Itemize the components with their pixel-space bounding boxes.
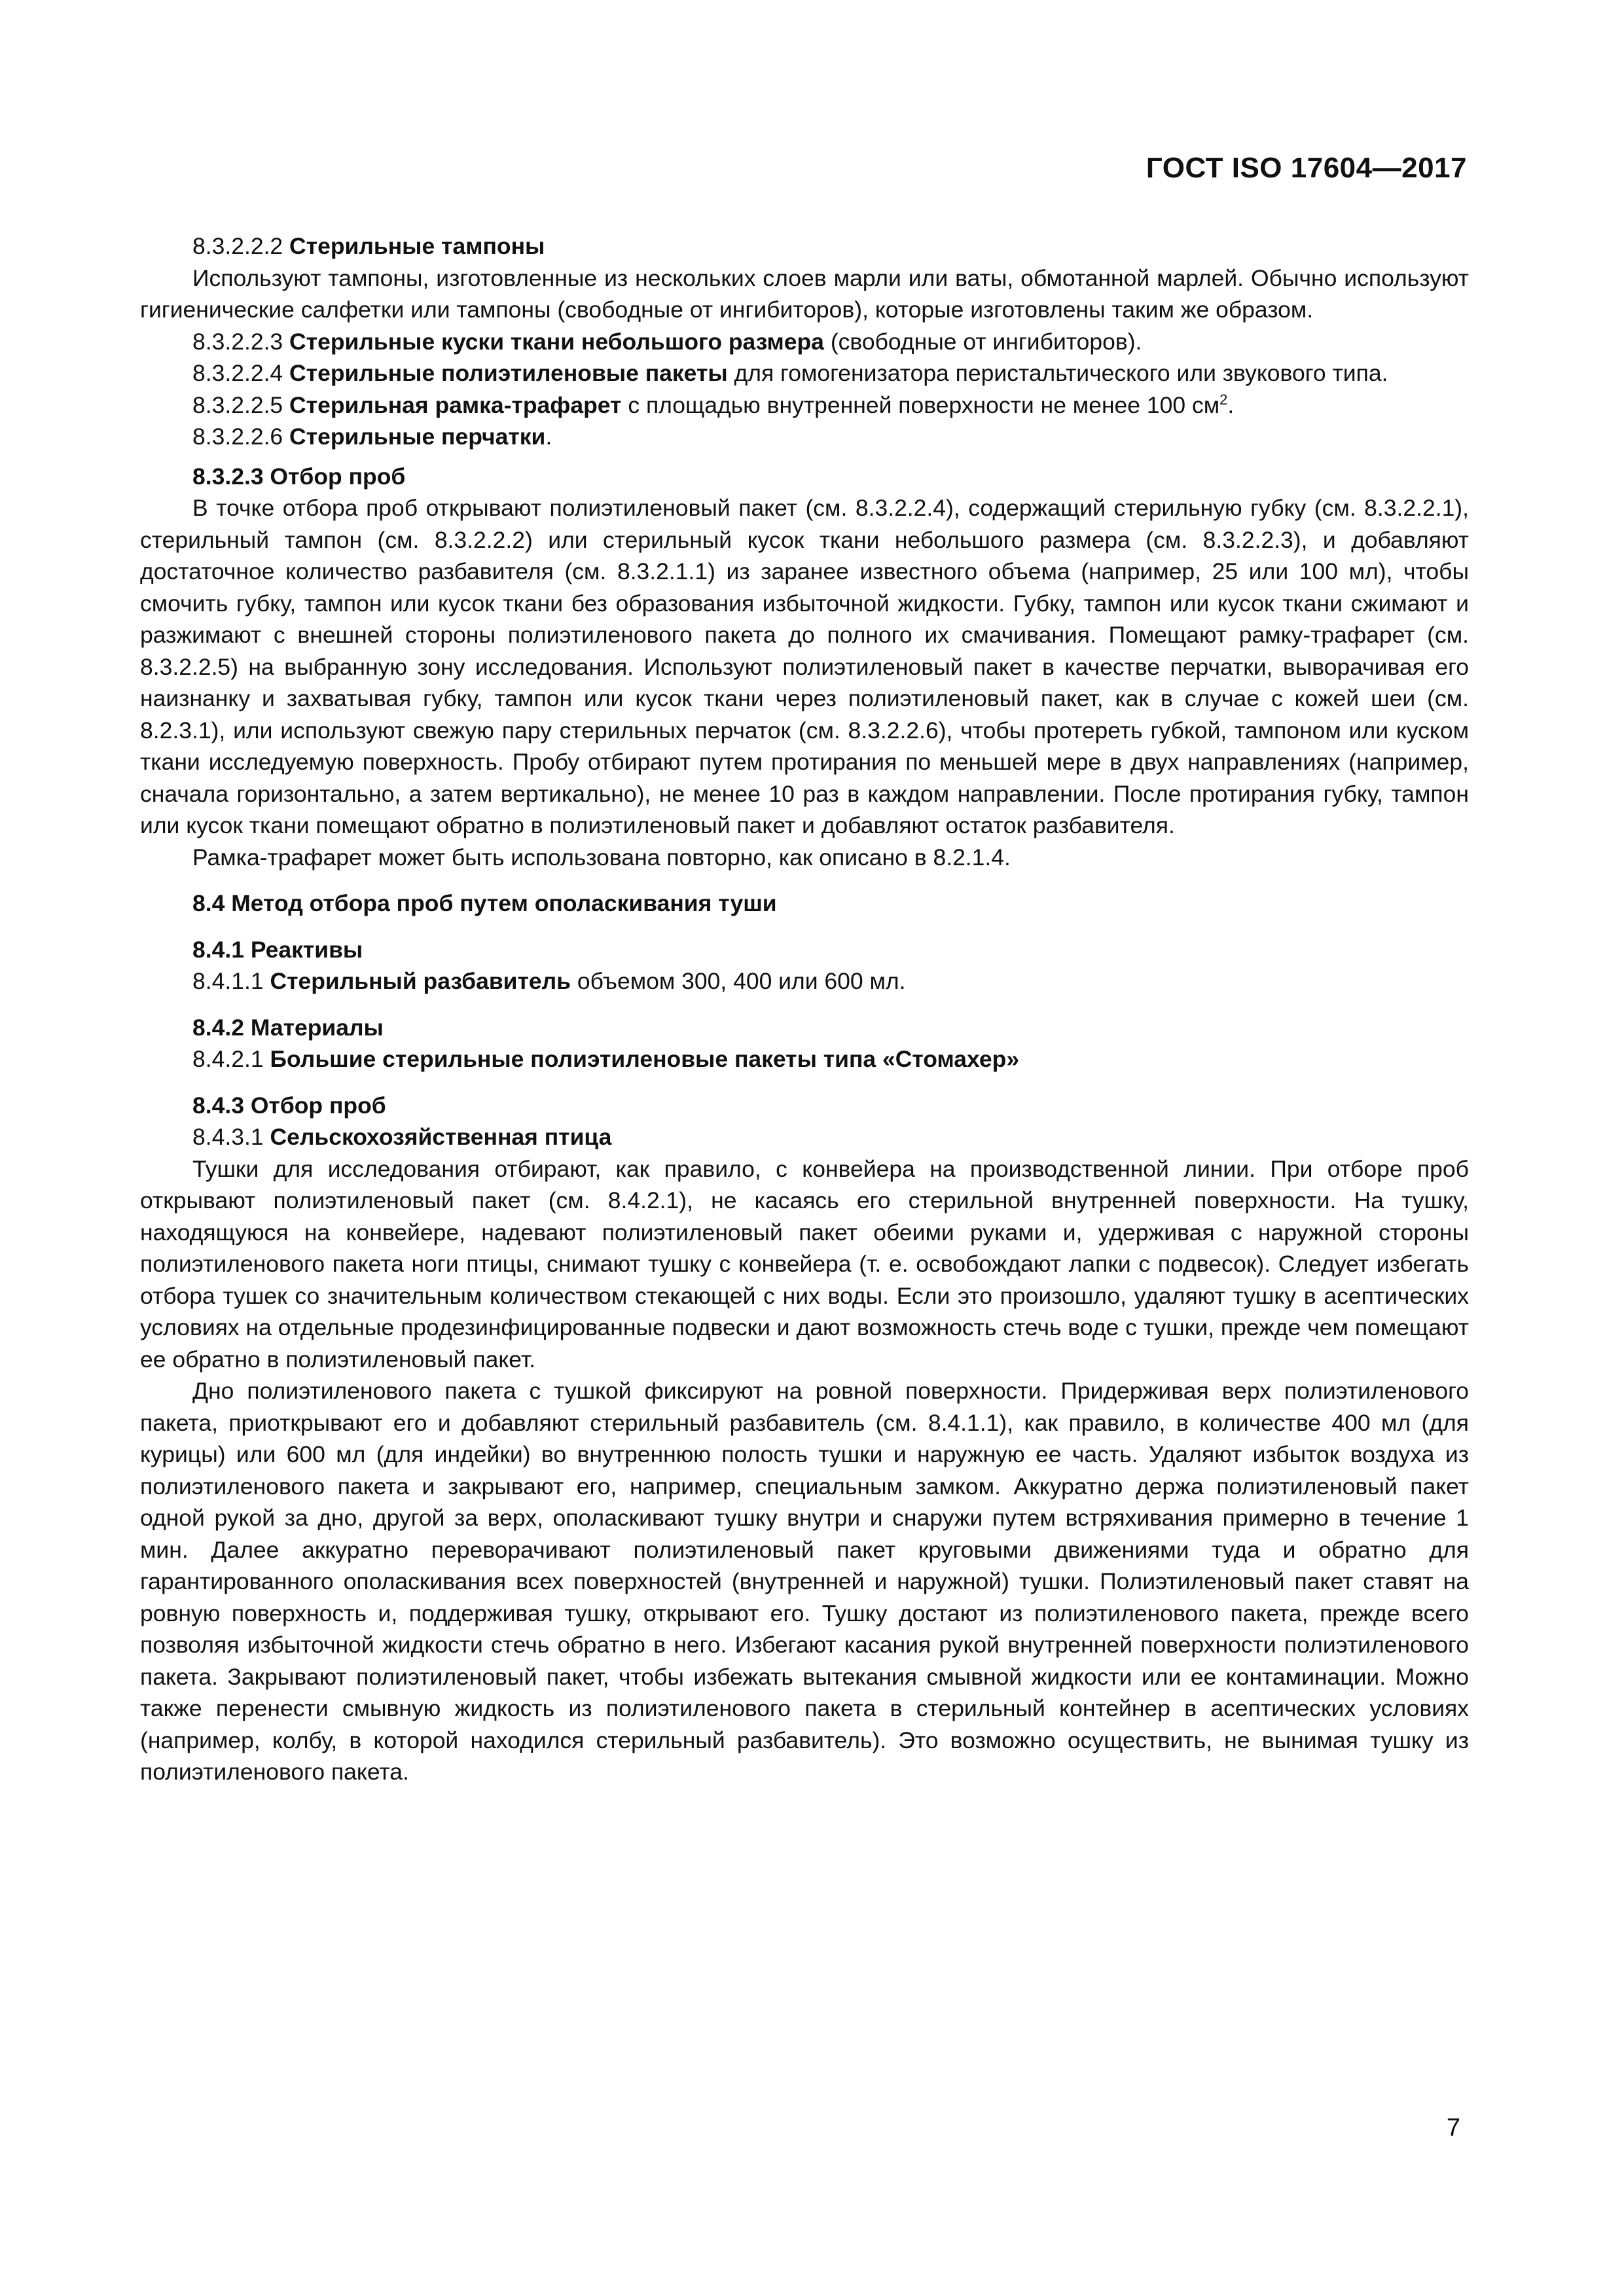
paragraph-swabs-description: Используют тампоны, изготовленные из нескольких слоев марли или ваты, обмотанной марлей. Обычно используют гигиенические салфетки или тампоны (свободные от ингибиторов), которые изготовлены таким же образом. (140, 264, 1469, 323)
heading-8-4: 8.4 Метод отбора проб путем ополаскивания туши (192, 890, 777, 916)
page-number: 7 (1446, 2114, 1460, 2142)
superscript: 2 (1219, 391, 1228, 408)
page-header-title: ГОСТ ISO 17604—2017 (1146, 152, 1467, 184)
clause-text: с площадью внутренней поверхности не менее 100 см (628, 391, 1220, 418)
clause-text: объемом 300, 400 или 600 мл. (577, 968, 906, 994)
clause-number: 8.3.2.2.6 (192, 423, 283, 450)
heading-8-4-1: 8.4.1 Реактивы (192, 936, 363, 963)
clause-title: Сельскохозяйственная птица (270, 1124, 612, 1150)
paragraph-8-4-3-1 (140, 1121, 1469, 1153)
clause-text: (свободные от ингибиторов). (830, 328, 1142, 355)
page-body (140, 230, 1469, 1788)
clause-title: Стерильные полиэтиленовые пакеты (289, 360, 728, 386)
paragraph-rinse-procedure: Дно полиэтиленового пакета с тушкой фиксируют на ровной поверхности. Придерживая верх полиэтиленового пакета, приоткрывают его и добавляют стерильный разбавитель (см. 8.4.1.1), как правило, в количестве 400 мл (для курицы) или 600 мл (для индейки) во внутреннюю полость тушки и наружную ее часть. Удаляют избыток воздуха из полиэтиленового пакета и закрывают его, например, специальным замком. Аккуратно держа полиэтиленовый пакет одной рукой за дно, другой за верх, ополаскивают тушку внутри и снаружи путем встряхивания примерно в течение 1 мин. Далее аккуратно переворачивают полиэтиленовый пакет круговыми движениями туда и обратно для гарантированного ополаскивания всех поверхностей (внутренней и наружной) тушки. Полиэтиленовый пакет ставят на ровную поверхность и, поддерживая тушку, открывают его. Тушку достают из полиэтиленового пакета, прежде всего позволяя избыточной жидкости стечь обратно в него. Избегают касания рукой внутренней поверхности полиэтиленового пакета. Закрывают полиэтиленовый пакет, чтобы избежать вытекания смывной жидкости или ее контаминации. Можно также перенести смывную жидкость из полиэтиленового пакета в стерильный контейнер в асептических условиях (например, колбу, в которой находился стерильный разбавитель). Это возможно осуществить, не вынимая тушку из полиэтиленового пакета. (140, 1378, 1469, 1785)
paragraph-8-3-2-2-4 (140, 357, 1469, 389)
paragraph-sampling-procedure: В точке отбора проб открывают полиэтиленовый пакет (см. 8.3.2.2.4), содержащий стерильную губку (см. 8.3.2.2.1), стерильный тампон (см. 8.3.2.2.2) или стерильный кусок ткани небольшого размера (см. 8.3.2.2.3), и добавляют достаточное количество разбавителя (см. 8.3.2.1.1) из заранее известного объема (например, 25 или 100 мл), чтобы смочить губку, тампон или кусок ткани без образования избыточной жидкости. Губку, тампон или кусок ткани сжимают и разжимают с внешней стороны полиэтиленового пакета до полного их смачивания. Помещают рамку-трафарет (см. 8.3.2.2.5) на выбранную зону исследования. Используют полиэтиленовый пакет в качестве перчатки, выворачивая его наизнанку и захватывая губку, тампон или кусок ткани через полиэтиленовый пакет, как в случае с кожей шеи (см. 8.2.3.1), или используют свежую пару стерильных перчаток (см. 8.3.2.2.6), чтобы протереть губкой, тампоном или куском ткани исследуемую поверхность. Пробу отбирают путем протирания по меньшей мере в двух направлениях (например, сначала горизонтально, а затем вертикально), не менее 10 раз в каждом направлении. После протирания губку, тампон или кусок ткани помещают обратно в полиэтиленовый пакет и добавляют остаток разбавителя. (140, 495, 1469, 838)
clause-end: . (545, 423, 552, 450)
paragraph-8-3-2-2-5 (140, 389, 1469, 422)
clause-title: Большие стерильные полиэтиленовые пакеты типа «Стомахер» (270, 1046, 1020, 1072)
clause-number: 8.4.2.1 (192, 1046, 264, 1072)
paragraph-8-3-2-2-2 (140, 230, 1469, 262)
paragraph-poultry-sampling: Тушки для исследования отбирают, как правило, с конвейера на производственной линии. При отборе проб открывают полиэтиленовый пакет (см. 8.4.2.1), не касаясь его стерильной внутренней поверхности. На тушку, находящуюся на конвейере, надевают полиэтиленовый пакет обеими руками и, удерживая с наружной стороны полиэтиленового пакета ноги птицы, снимают тушку с конвейера (т. е. освобождают лапки с подвесок). Следует избегать отбора тушек со значительным количеством стекающей с них воды. Если это произошло, удаляют тушку в асептических условиях на отдельные продезинфицированные подвески и дают возможность стечь воде с тушки, прежде чем помещают ее обратно в полиэтиленовый пакет. (140, 1155, 1469, 1372)
paragraph-frame-reuse: Рамка-трафарет может быть использована повторно, как описано в 8.2.1.4. (192, 844, 1011, 870)
clause-number: 8.3.2.2.3 (192, 328, 283, 355)
clause-end: . (1227, 391, 1235, 418)
paragraph-8-3-2-2-3 (140, 326, 1469, 358)
clause-title: Стерильный разбавитель (270, 968, 571, 994)
paragraph-8-4-1-1 (140, 965, 1469, 997)
heading-8-4-3: 8.4.3 Отбор проб (192, 1092, 386, 1119)
clause-title: Стерильные перчатки (289, 423, 546, 450)
clause-number: 8.3.2.2.4 (192, 360, 283, 386)
paragraph-8-4-2-1 (140, 1043, 1469, 1075)
clause-text: для гомогенизатора перистальтического или звукового типа. (734, 360, 1388, 386)
paragraph-8-3-2-2-6 (140, 421, 1469, 453)
heading-8-3-2-3: 8.3.2.3 Отбор проб (192, 463, 406, 490)
clause-number: 8.4.1.1 (192, 968, 264, 994)
heading-8-4-2: 8.4.2 Материалы (192, 1014, 384, 1041)
clause-number: 8.4.3.1 (192, 1124, 264, 1150)
clause-title: Стерильные куски ткани небольшого размера (289, 328, 824, 355)
clause-number: 8.3.2.2.2 (192, 233, 283, 259)
clause-title: Стерильная рамка-трафарет (289, 391, 622, 418)
clause-title: Стерильные тампоны (289, 233, 545, 259)
clause-number: 8.3.2.2.5 (192, 391, 283, 418)
